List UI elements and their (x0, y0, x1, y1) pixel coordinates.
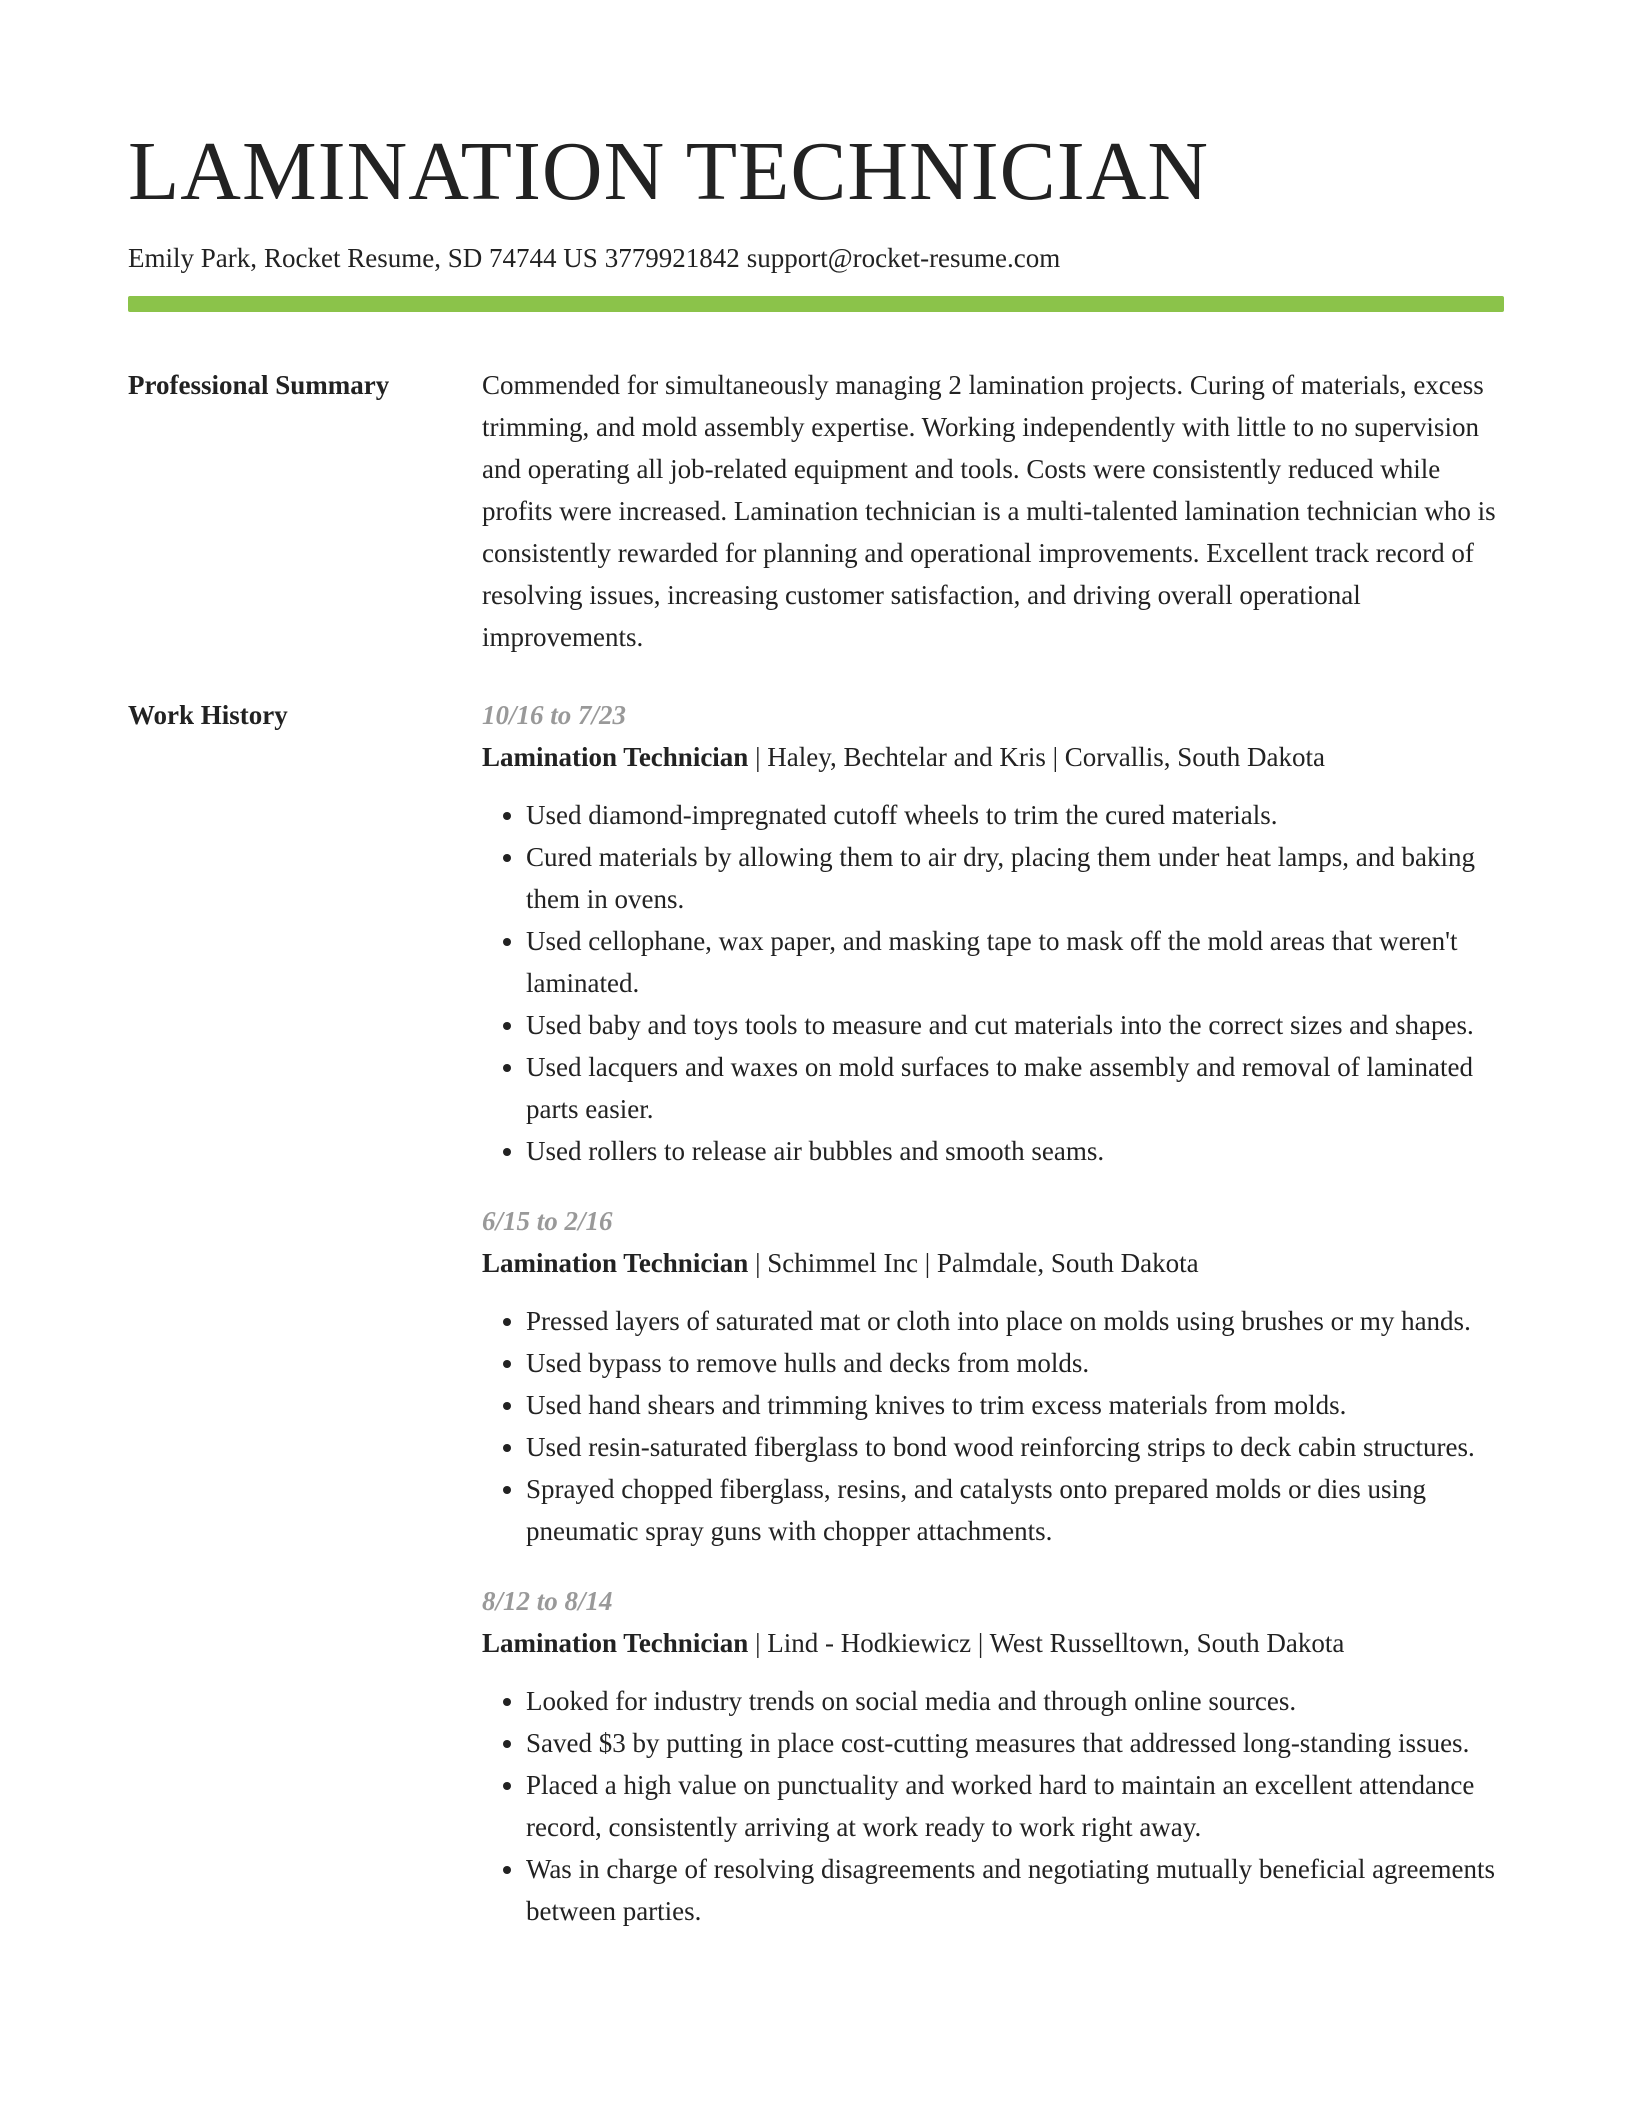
job-dates: 10/16 to 7/23 (482, 700, 627, 731)
section-label-work-history: Work History (128, 700, 288, 731)
job-heading (482, 1242, 1504, 1284)
contact-line (128, 242, 1504, 274)
contact-email: support@rocket-resume.com (746, 243, 1061, 273)
job-bullet-list (482, 794, 1504, 1172)
job-details: | Haley, Bechtelar and Kris | Corvallis, South Dakota (748, 742, 1326, 773)
job-bullet: • Pressed layers of saturated mat or cloth into place on molds using brushes or my hands. (526, 1300, 1504, 1342)
contact-name: Emily Park, (128, 243, 257, 273)
job-bullet-list (482, 1300, 1504, 1552)
job-entry (482, 1200, 1504, 1552)
job-dates: 8/12 to 8/14 (482, 1586, 613, 1617)
job-bullet: • Looked for industry trends on social media and through online sources. (526, 1680, 1504, 1722)
job-dates: 6/15 to 2/16 (482, 1206, 613, 1237)
work-history-body (482, 694, 1504, 1960)
job-bullet: • Saved $3 by putting in place cost-cutting measures that addressed long-standing issues. (526, 1722, 1504, 1764)
job-entry (482, 694, 1504, 1172)
job-entry (482, 1580, 1504, 1932)
summary-text: Commended for simultaneously managing 2 lamination projects. Curing of materials, excess trimming, and mold assembly expertise. Working independently with little to no supervision and operating all job-related equipment and tools. Costs were consistently reduced while profits were increased. Lamination technician is a multi-talented lamination technician who is consistently rewarded for planning and operational improvements. Excellent track record of resolving issues, increasing customer satisfaction, and driving overall operational improvements. (482, 370, 1496, 653)
job-bullet: • Placed a high value on punctuality and worked hard to maintain an excellent attendance record, consistently arriving at work ready to work right away. (526, 1764, 1504, 1848)
job-bullet: • Cured materials by allowing them to air dry, placing them under heat lamps, and baking them in ovens. (526, 836, 1504, 920)
job-title: Lamination Technician (482, 1248, 749, 1279)
job-bullet: • Used hand shears and trimming knives to trim excess materials from molds. (526, 1384, 1504, 1426)
job-bullet: • Used resin-saturated fiberglass to bond wood reinforcing strips to deck cabin structures. (526, 1426, 1504, 1468)
job-bullet: • Used diamond-impregnated cutoff wheels to trim the cured materials. (526, 794, 1504, 836)
job-heading (482, 1622, 1504, 1664)
summary-body (482, 364, 1504, 658)
resume-title: LAMINATION TECHNICIAN (128, 125, 1210, 218)
work-history-section (128, 694, 1504, 1960)
job-bullet: • Used baby and toys tools to measure and cut materials into the correct sizes and shapes. (526, 1004, 1504, 1046)
job-bullet: • Used rollers to release air bubbles and smooth seams. (526, 1130, 1504, 1172)
contact-phone: 3779921842 (604, 243, 740, 273)
accent-divider (128, 296, 1504, 312)
job-bullet: • Used cellophane, wax paper, and masking tape to mask off the mold areas that weren't laminated. (526, 920, 1504, 1004)
section-label-summary: Professional Summary (128, 370, 390, 401)
job-bullet: • Used bypass to remove hulls and decks from molds. (526, 1342, 1504, 1384)
job-bullet: • Was in charge of resolving disagreements and negotiating mutually beneficial agreements between parties. (526, 1848, 1504, 1932)
job-bullet-list (482, 1680, 1504, 1932)
job-details: | Lind - Hodkiewicz | West Russelltown, South Dakota (748, 1628, 1345, 1659)
summary-section (128, 364, 1504, 658)
job-title: Lamination Technician (482, 742, 749, 773)
job-title: Lamination Technician (482, 1628, 749, 1659)
job-details: | Schimmel Inc | Palmdale, South Dakota (748, 1248, 1199, 1279)
job-heading (482, 736, 1504, 778)
contact-location: Rocket Resume, SD 74744 US (264, 243, 598, 273)
job-bullet: • Used lacquers and waxes on mold surfaces to make assembly and removal of laminated parts easier. (526, 1046, 1504, 1130)
job-bullet: • Sprayed chopped fiberglass, resins, and catalysts onto prepared molds or dies using pneumatic spray guns with chopper attachments. (526, 1468, 1504, 1552)
